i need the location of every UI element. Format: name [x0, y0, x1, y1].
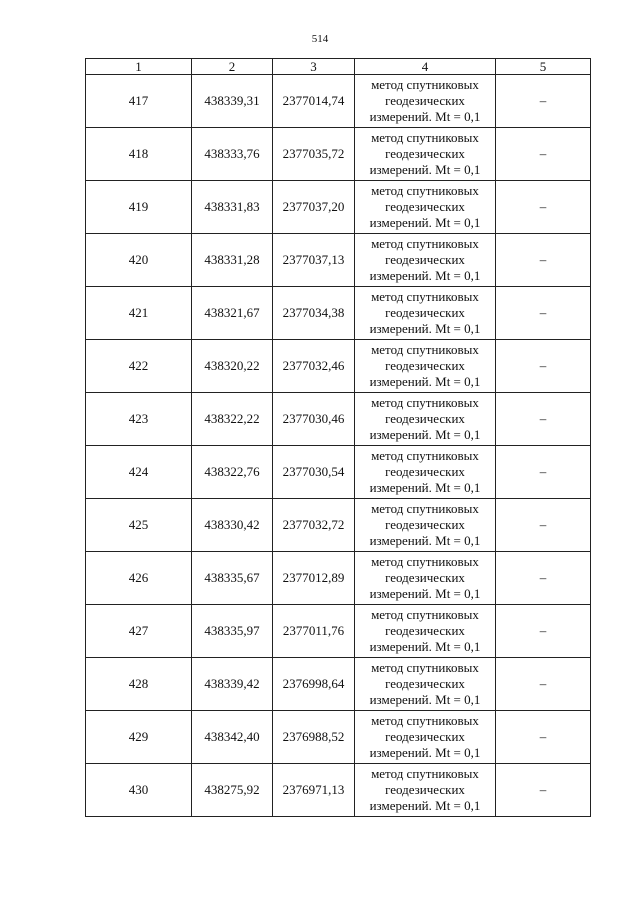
- y-coordinate-cell: 2377014,74: [273, 75, 355, 128]
- column-header-2: 2: [192, 59, 273, 75]
- point-number-cell: 426: [86, 552, 192, 605]
- y-coordinate-cell: 2376988,52: [273, 711, 355, 764]
- y-coordinate-cell: 2377037,13: [273, 234, 355, 287]
- method-cell: метод спутниковых геодезических измерений. Mt = 0,1: [355, 764, 496, 817]
- point-number-cell: 428: [86, 658, 192, 711]
- method-cell: метод спутниковых геодезических измерений. Mt = 0,1: [355, 181, 496, 234]
- point-number-cell: 423: [86, 393, 192, 446]
- y-coordinate-cell: 2377012,89: [273, 552, 355, 605]
- method-cell: метод спутниковых геодезических измерений. Mt = 0,1: [355, 340, 496, 393]
- y-coordinate-cell: 2376998,64: [273, 658, 355, 711]
- y-coordinate-cell: 2377035,72: [273, 128, 355, 181]
- x-coordinate-cell: 438333,76: [192, 128, 273, 181]
- method-cell: метод спутниковых геодезических измерений. Mt = 0,1: [355, 287, 496, 340]
- table-header-row: [86, 59, 591, 75]
- x-coordinate-cell: 438330,42: [192, 499, 273, 552]
- x-coordinate-cell: 438342,40: [192, 711, 273, 764]
- note-cell: –: [496, 75, 591, 128]
- table-row: [86, 75, 591, 128]
- x-coordinate-cell: 438321,67: [192, 287, 273, 340]
- method-cell: метод спутниковых геодезических измерений. Mt = 0,1: [355, 446, 496, 499]
- note-cell: –: [496, 393, 591, 446]
- note-cell: –: [496, 711, 591, 764]
- method-cell: метод спутниковых геодезических измерений. Mt = 0,1: [355, 234, 496, 287]
- table-row: [86, 711, 591, 764]
- point-number-cell: 422: [86, 340, 192, 393]
- method-cell: метод спутниковых геодезических измерений. Mt = 0,1: [355, 75, 496, 128]
- note-cell: –: [496, 340, 591, 393]
- method-cell: метод спутниковых геодезических измерений. Mt = 0,1: [355, 393, 496, 446]
- column-header-5: 5: [496, 59, 591, 75]
- note-cell: –: [496, 128, 591, 181]
- x-coordinate-cell: 438320,22: [192, 340, 273, 393]
- point-number-cell: 430: [86, 764, 192, 817]
- point-number-cell: 420: [86, 234, 192, 287]
- point-number-cell: 425: [86, 499, 192, 552]
- column-header-1: 1: [86, 59, 192, 75]
- note-cell: –: [496, 764, 591, 817]
- note-cell: –: [496, 234, 591, 287]
- note-cell: –: [496, 605, 591, 658]
- y-coordinate-cell: 2377034,38: [273, 287, 355, 340]
- x-coordinate-cell: 438331,83: [192, 181, 273, 234]
- note-cell: –: [496, 287, 591, 340]
- point-number-cell: 427: [86, 605, 192, 658]
- x-coordinate-cell: 438335,67: [192, 552, 273, 605]
- y-coordinate-cell: 2376971,13: [273, 764, 355, 817]
- point-number-cell: 429: [86, 711, 192, 764]
- table-row: [86, 234, 591, 287]
- x-coordinate-cell: 438322,76: [192, 446, 273, 499]
- coordinates-table: [85, 58, 591, 817]
- y-coordinate-cell: 2377037,20: [273, 181, 355, 234]
- table-row: [86, 499, 591, 552]
- table-row: [86, 552, 591, 605]
- table-row: [86, 340, 591, 393]
- method-cell: метод спутниковых геодезических измерений. Mt = 0,1: [355, 552, 496, 605]
- y-coordinate-cell: 2377032,46: [273, 340, 355, 393]
- y-coordinate-cell: 2377032,72: [273, 499, 355, 552]
- note-cell: –: [496, 446, 591, 499]
- page-number: 514: [311, 33, 329, 45]
- note-cell: –: [496, 658, 591, 711]
- method-cell: метод спутниковых геодезических измерений. Mt = 0,1: [355, 711, 496, 764]
- point-number-cell: 419: [86, 181, 192, 234]
- table-row: [86, 181, 591, 234]
- method-cell: метод спутниковых геодезических измерений. Mt = 0,1: [355, 499, 496, 552]
- table-row: [86, 446, 591, 499]
- x-coordinate-cell: 438339,42: [192, 658, 273, 711]
- column-header-4: 4: [355, 59, 496, 75]
- table-row: [86, 393, 591, 446]
- point-number-cell: 424: [86, 446, 192, 499]
- method-cell: метод спутниковых геодезических измерений. Mt = 0,1: [355, 605, 496, 658]
- y-coordinate-cell: 2377011,76: [273, 605, 355, 658]
- point-number-cell: 421: [86, 287, 192, 340]
- table-row: [86, 605, 591, 658]
- table-row: [86, 658, 591, 711]
- x-coordinate-cell: 438335,97: [192, 605, 273, 658]
- x-coordinate-cell: 438339,31: [192, 75, 273, 128]
- y-coordinate-cell: 2377030,54: [273, 446, 355, 499]
- table-row: [86, 764, 591, 817]
- table-row: [86, 287, 591, 340]
- table-row: [86, 128, 591, 181]
- x-coordinate-cell: 438275,92: [192, 764, 273, 817]
- x-coordinate-cell: 438331,28: [192, 234, 273, 287]
- note-cell: –: [496, 181, 591, 234]
- point-number-cell: 417: [86, 75, 192, 128]
- point-number-cell: 418: [86, 128, 192, 181]
- column-header-3: 3: [273, 59, 355, 75]
- table-body: [86, 75, 591, 817]
- method-cell: метод спутниковых геодезических измерений. Mt = 0,1: [355, 128, 496, 181]
- x-coordinate-cell: 438322,22: [192, 393, 273, 446]
- note-cell: –: [496, 499, 591, 552]
- note-cell: –: [496, 552, 591, 605]
- method-cell: метод спутниковых геодезических измерений. Mt = 0,1: [355, 658, 496, 711]
- y-coordinate-cell: 2377030,46: [273, 393, 355, 446]
